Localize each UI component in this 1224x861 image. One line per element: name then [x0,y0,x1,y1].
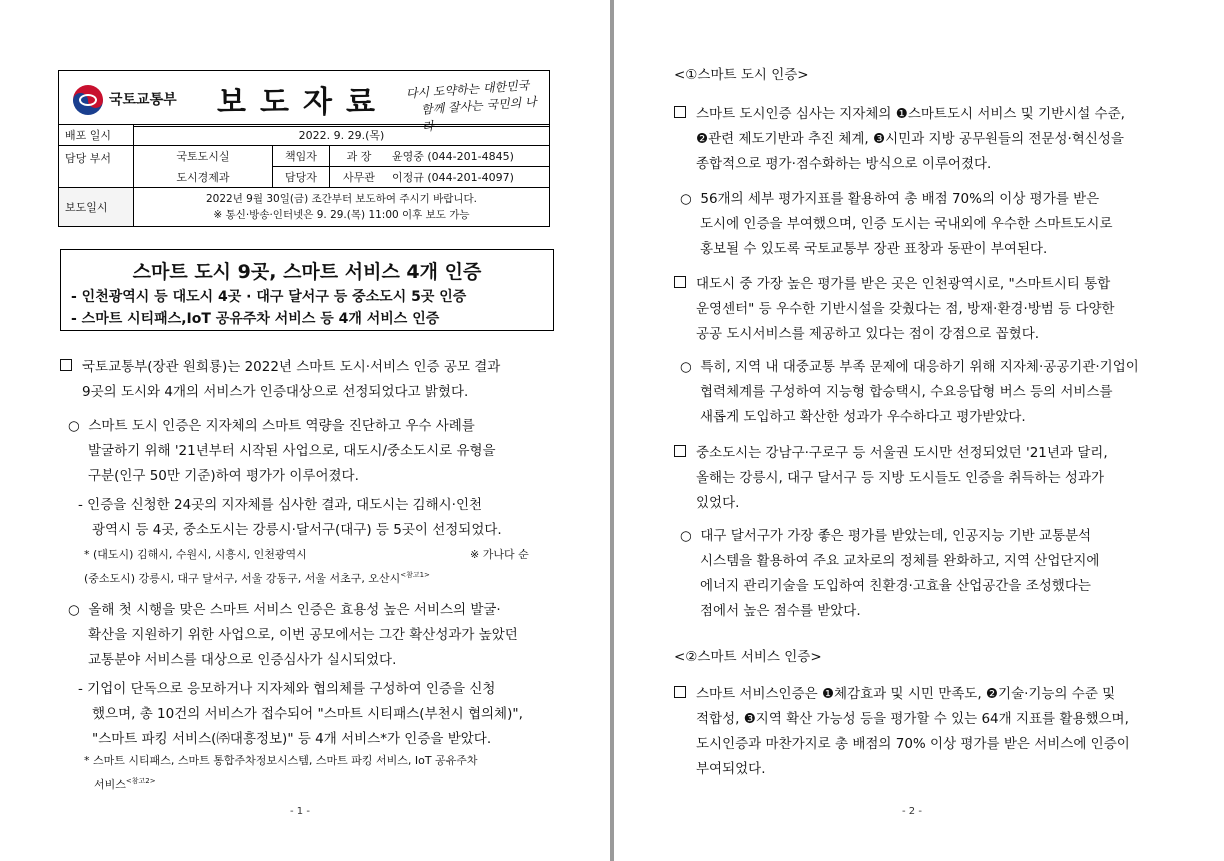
page-number-1: - 1 - [290,806,310,817]
square-bullet-icon [674,445,686,457]
pub-text: 2022년 9월 30일(금) 조간부터 보도하여 주시기 바랍니다. ※ 통신·방송·인터넷은 9. 29.(목) 11:00 이후 보도 가능 [134,188,550,227]
press-header [58,70,550,134]
resp-label: 책임자 [273,146,330,167]
paragraph-city-criteria: 스마트 도시인증 심사는 지자체의 ❶스마트도시 서비스 및 기반시설 수준, ❷관련 제도기반과 추진 체계, ❸시민과 지방 공무원들의 전문성·혁신성을 종합적으로 평가·점수화하는 방식으로 이루어졌다. [674,102,1184,177]
circle-bullet-icon: ○ [680,528,701,544]
square-bullet-icon [674,106,686,118]
paragraph-service-criteria: 스마트 서비스인증은 ❶체감효과 및 시민 만족도, ❷기술·기능의 수준 및 적합성, ❸지역 확산 가능성 등을 평가할 수 있는 64개 지표를 활용했으며, 도시인증과 마찬가지로 총 배점의 70% 이상 평가를 받은 서비스에 인증이 부여되었다. [674,682,1184,782]
headline-box [60,249,554,331]
paragraph-city-cert: ○ 스마트 도시 인증은 지자체의 스마트 역량을 진단하고 우수 사례를 발굴하기 위해 '21년부터 시작된 사업으로, 대도시/중소도시로 유형을 구분(인구 50만 기준)하여 평가가 이루어졌다. [68,418,496,484]
page-number-2: - 2 - [902,806,922,817]
staff-title: 사무관 [330,167,389,188]
dept-1: 국토도시실 [134,146,273,167]
paragraph-city-indicators: ○ 56개의 세부 평가지표를 활용하여 총 배점 70%의 이상 평가를 받은 도시에 인증을 부여했으며, 인증 도시는 국내외에 우수한 스마트도시로 홍보될 수 있도록 국토교통부 장관 표창과 동판이 부여된다. [680,191,1113,257]
ministry-name: 국토교통부 [109,92,177,108]
circle-bullet-icon: ○ [68,602,89,618]
resp-title: 과 장 [330,146,389,167]
date-value: 2022. 9. 29.(목) [134,125,550,146]
circle-bullet-icon: ○ [68,418,89,434]
slogan: 다시 도약하는 대한민국 함께 잘사는 국민의 나라 [405,78,538,134]
dept-label: 담당 부서 [59,146,134,188]
staff-name: 이정규 (044-201-4097) [388,167,550,188]
page-2 [614,0,1224,861]
paragraph-incheon: 대도시 중 가장 높은 평가를 받은 곳은 인천광역시로, "스마트시티 통합 운영센터" 등 우수한 기반시설을 갖췄다는 점, 방재·환경·방범 등 다양한 공공 도시서비스를 제공하고 있다는 점이 강점으로 꼽혔다. [674,272,1184,347]
note-service-list: * 스마트 시티패스, 스마트 통합주차정보시스템, 스마트 파킹 서비스, IoT 공유주차 서비스$^{<참고2>}$ [84,754,478,791]
page-1 [0,0,610,861]
square-bullet-icon [674,686,686,698]
paragraph-dalseo: ○ 대구 달서구가 가장 좋은 평가를 받았는데, 인공지능 기반 교통분석 시스템을 활용하여 주요 교차로의 정체를 완화하고, 지역 산업단지에 에너지 관리기술을 도입하여 친환경·고효율 산업공간을 조성했다는 점에서 높은 점수를 받았다. [680,528,1100,619]
circle-bullet-icon: ○ [680,191,701,207]
dash-bullet-icon: - [78,497,88,513]
circle-bullet-icon: ○ [680,359,701,375]
paragraph-small-cities: 중소도시는 강남구·구로구 등 서울권 도시만 선정되었던 '21년과 달리, 올해는 강릉시, 대구 달서구 등 지방 도시들도 인증을 취득하는 성과가 있었다. [674,441,1184,516]
subheadline-2: - 스마트 시티패스,IoT 공유주차 서비스 등 4개 서비스 인증 [71,311,440,327]
resp-name: 윤영중 (044-201-4845) [388,146,550,167]
headline: 스마트 도시 9곳, 스마트 서비스 4개 인증 [132,261,482,283]
section-heading-service: <②스마트 서비스 인증> [674,649,822,665]
dept-2: 도시경제과 [134,167,273,188]
paragraph-intro: 국토교통부(장관 원희룡)는 2022년 스마트 도시·서비스 인증 공모 결과 9곳의 도시와 4개의 서비스가 인증대상으로 선정되었다고 밝혔다. [60,355,560,405]
square-bullet-icon [674,276,686,288]
dash-bullet-icon: - [78,681,88,697]
note-city-list: * (대도시) 김해시, 수원시, 시흥시, 인천광역시 ※ 가나다 순 (중소도시) 강릉시, 대구 달서구, 서울 강동구, 서울 서초구, 오산시$^{<참고1>}$ [84,548,529,585]
paragraph-city-result: - 인증을 신청한 24곳의 지자체를 심사한 결과, 대도시는 김해시·인천 광역시 등 4곳, 중소도시는 강릉시·달서구(대구) 등 5곳이 선정되었다. [78,497,502,538]
section-heading-city: <①스마트 도시 인증> [674,67,809,83]
paragraph-incheon-detail: ○ 특히, 지역 내 대중교통 부족 문제에 대응하기 위해 지자체·공공기관·기업이 협력체계를 구성하여 지능형 합승택시, 수요응답형 버스 등의 서비스를 새롭게 도입하고 확산한 성과가 우수하다고 평가받았다. [680,359,1139,425]
info-table [58,124,550,227]
square-bullet-icon [60,359,72,371]
date-label: 배포 일시 [59,125,134,146]
paragraph-service-cert: ○ 올해 첫 시행을 맞은 스마트 서비스 인증은 효용성 높은 서비스의 발굴· 확산을 지원하기 위한 사업으로, 이번 공모에서는 그간 확산성과가 높았던 교통분야 서비스를 대상으로 인증심사가 실시되었다. [68,602,518,668]
government-logo-icon [73,85,103,115]
staff-label: 담당자 [273,167,330,188]
pub-label: 보도일시 [59,188,134,227]
paragraph-service-result: - 기업이 단독으로 응모하거나 지자체와 협의체를 구성하여 인증을 신청 했으며, 총 10건의 서비스가 접수되어 "스마트 시티패스(부천시 협의체)", "스마트 파킹 서비스(㈜대흥정보)" 등 4개 서비스*가 인증을 받았다. [78,681,523,747]
subheadline-1: - 인천광역시 등 대도시 4곳 · 대구 달서구 등 중소도시 5곳 인증 [71,289,467,305]
press-title: 보도자료 [217,85,389,120]
